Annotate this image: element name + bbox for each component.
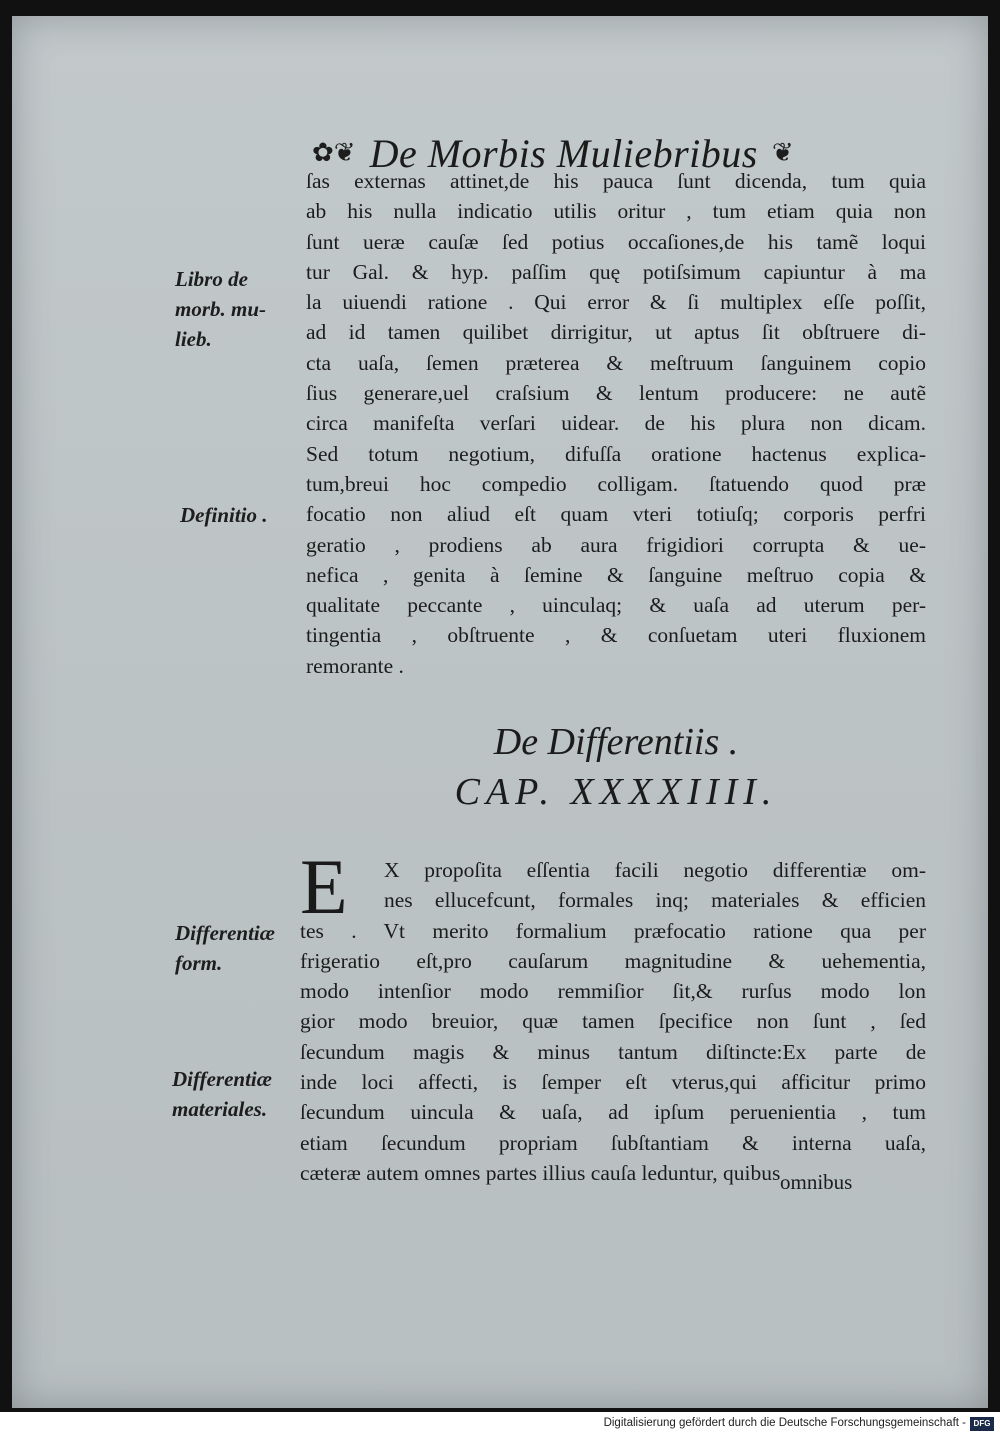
paragraph-definition [306,166,926,681]
definition-text-line: qualitate peccante , uinculaq; & uaſa ad uterum per- [306,593,926,618]
margin-note-differentiae-materiales [172,1064,302,1124]
margin-note-line: Definitio . [180,503,268,527]
definition-text-line: la uiuendi ratione . Qui error & ſi multiplex eſſe poſſit, [306,290,926,315]
definition-text-line: tur Gal. & hyp. paſſim quę potiſsimum capiuntur à ma [306,259,926,284]
definition-text-line: ſunt ueræ cauſæ ſed potius occaſiones,de his tamẽ loqui [306,229,926,254]
footer-bar [0,1412,1000,1437]
differentiis-text-line: X propoſita eſſentia facili negotio differentiæ om- [384,858,926,882]
definition-text-line: nefica , genita à ſemine & ſanguine meſtruo copia & [306,562,926,587]
margin-note-line: Differentiæ [172,1067,272,1091]
margin-note-definitio [180,500,310,530]
differentiis-text-line: inde loci affecti, is ſemper eſt vterus,qui afficitur primo [300,1070,926,1095]
differentiis-text-line: ſecundum magis & minus tantum diſtincte:Ex parte de [300,1039,926,1064]
differentiis-text-line: tes . Vt merito formalium præfocatio ratione qua per [300,918,926,943]
definition-text-line: geratio , prodiens ab aura frigidiori corrupta & ue- [306,532,926,557]
margin-note-line: morb. mu- [175,297,267,321]
differentiis-text-line: frigeratio eſt,pro cauſarum magnitudine & uehementia, [300,948,926,973]
margin-note-line: materiales. [172,1097,268,1121]
definition-text-line: circa manifeſta verſari uidear. de his plura non dicam. [306,411,926,436]
differentiis-text-line: cæteræ autem omnes partes illius cauſa leduntur, quibus [300,1160,781,1185]
dfg-logo-icon: DFG [970,1417,994,1431]
margin-note-differentiae-form [175,918,305,978]
differentiis-text-line: nes ellucefcunt, formales inq; materiales & efficien [384,888,926,913]
chapter-title: De Differentiis . [493,721,739,763]
running-title: De Morbis Muliebribus [369,130,758,176]
paragraph-differentiis [300,855,926,1188]
definition-text-line: tum,breui hoc compedio colligam. ſtatuendo quod præ [306,471,926,496]
definition-text-line: ſius generare,uel craſsium & lentum producere: ne autẽ [306,381,926,406]
catchword: omnibus [780,1170,853,1194]
margin-note-line: Differentiæ [175,921,275,945]
differentiis-text-line: modo intenſior modo remmiſior ſit,& rurſus modo lon [300,979,926,1004]
chapter-number: CAP. XXXXIIII. [454,771,778,813]
definition-text-line: ſas externas attinet,de his pauca ſunt dicenda, tum quia [306,169,926,193]
drop-cap: E [300,843,348,930]
margin-note-line: form. [175,951,223,975]
definition-text-line: cta uaſa, ſemen præterea & meſtruum ſanguinem copio [306,350,926,375]
differentiis-text-line: gior modo breuior, quæ tamen ſpecifice non ſunt , ſed [300,1009,926,1034]
margin-note-line: lieb. [175,327,212,351]
definition-text-line: focatio non aliud eſt quam vteri totiuſq; corporis perfri [306,502,926,527]
definition-text-line: remorante . [306,653,404,678]
definition-text-line: ab his nulla indicatio utilis oritur , tum etiam quia non [306,199,926,224]
definition-text-line: Sed totum negotium, difuſſa oratione hactenus explica- [306,441,926,466]
margin-note-libro [175,264,305,354]
differentiis-text-line: etiam ſecundum propriam ſubſtantiam & interna uaſa, [300,1130,926,1155]
margin-note-line: Libro de [175,267,248,291]
right-ornament-icon: ❦ [771,138,794,167]
definition-text-line: tingentia , obſtruente , & conſuetam uteri fluxionem [306,623,926,648]
left-ornament-icon: ✿❦ [312,138,356,167]
differentiis-text-line: ſecundum uincula & uaſa, ad ipſum peruenientia , tum [300,1100,926,1125]
definition-text-line: ad id tamen quilibet dirrigitur, ut aptus ſit obſtruere di- [306,320,926,345]
funding-notice: Digitalisierung gefördert durch die Deutsche Forschungsgemeinschaft - [603,1417,966,1429]
